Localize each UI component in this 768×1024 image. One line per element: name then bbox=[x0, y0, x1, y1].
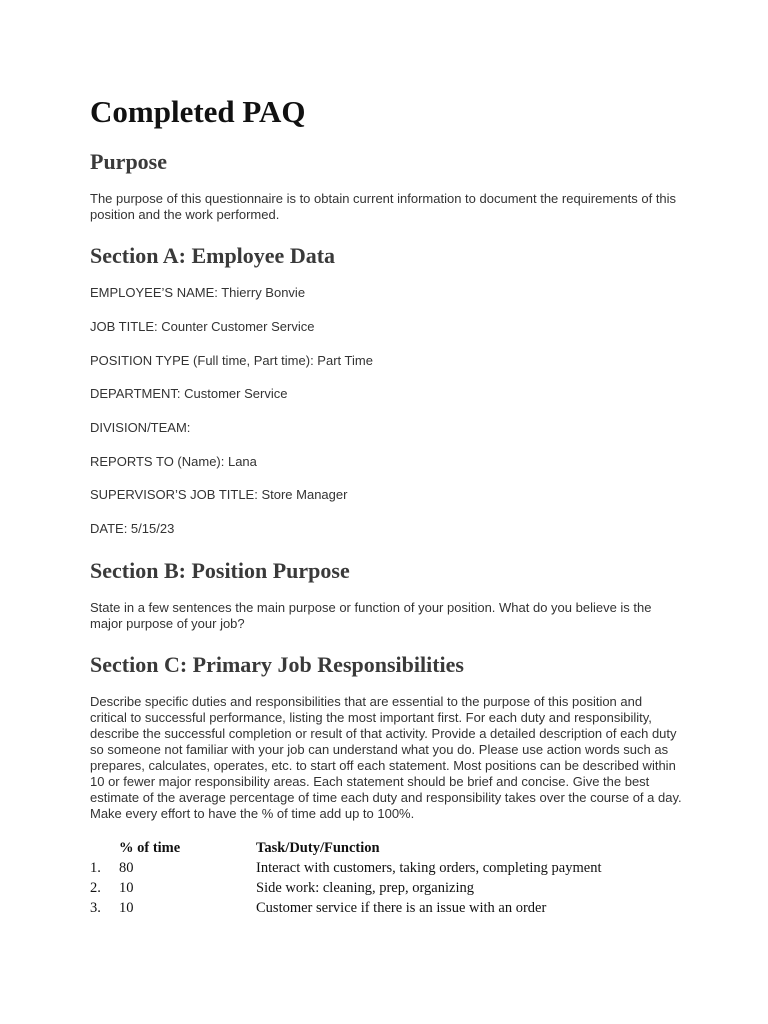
pct-column-header: % of time bbox=[119, 840, 181, 856]
section-b-text: State in a few sentences the main purpose or function of your position. What do you believe is the major purpose of your job? bbox=[90, 600, 652, 631]
table-row bbox=[90, 858, 690, 878]
reports-to-field: REPORTS TO (Name): Lana bbox=[90, 454, 257, 469]
row-percent: 10 bbox=[119, 880, 134, 896]
row-task: Interact with customers, taking orders, completing payment bbox=[256, 860, 602, 876]
table-header-row bbox=[90, 838, 690, 858]
row-percent: 10 bbox=[119, 900, 134, 916]
supervisor-job-title-field: SUPERVISOR’S JOB TITLE: Store Manager bbox=[90, 487, 348, 502]
table-row bbox=[90, 898, 690, 918]
position-type-field: POSITION TYPE (Full time, Part time): Part Time bbox=[90, 353, 373, 368]
section-c-text: Describe specific duties and responsibilities that are essential to the purpose of this position and critical to successful performance, listing the most important first. For each duty and responsibility, describe the successful completion or result of that activity. Provide a detailed description of each duty so someone not familiar with your job can understand what you do. Please use action words such as prepares, calculates, operates, etc. to start off each statement. Most positions can be described within 10 or fewer major responsibility areas. Each statement should be brief and concise. Give the best estimate of the average percentage of time each duty and responsibility takes over the course of a day. Make every effort to have the % of time add up to 100%. bbox=[90, 694, 682, 821]
employee-name-field: EMPLOYEE’S NAME: Thierry Bonvie bbox=[90, 285, 306, 300]
row-percent: 80 bbox=[119, 860, 134, 876]
task-column-header: Task/Duty/Function bbox=[256, 840, 380, 856]
purpose-text: The purpose of this questionnaire is to obtain current information to document the requirements of this position and the work performed. bbox=[90, 191, 677, 222]
section-b-heading: Section B: Position Purpose bbox=[90, 558, 350, 583]
department-field: DEPARTMENT: Customer Service bbox=[90, 386, 288, 401]
section-c-heading: Section C: Primary Job Responsibilities bbox=[90, 652, 464, 677]
document-title: Completed PAQ bbox=[90, 94, 306, 129]
row-number: 1. bbox=[90, 860, 101, 876]
table-row bbox=[90, 878, 690, 898]
division-team-field: DIVISION/TEAM: bbox=[90, 420, 191, 435]
row-task: Side work: cleaning, prep, organizing bbox=[256, 880, 474, 896]
row-number: 2. bbox=[90, 880, 101, 896]
date-field: DATE: 5/15/23 bbox=[90, 521, 175, 536]
row-task: Customer service if there is an issue with an order bbox=[256, 900, 547, 916]
purpose-heading: Purpose bbox=[90, 149, 167, 174]
row-number: 3. bbox=[90, 900, 101, 916]
job-title-field: JOB TITLE: Counter Customer Service bbox=[90, 319, 315, 334]
section-a-heading: Section A: Employee Data bbox=[90, 243, 336, 268]
responsibilities-table bbox=[90, 838, 690, 918]
